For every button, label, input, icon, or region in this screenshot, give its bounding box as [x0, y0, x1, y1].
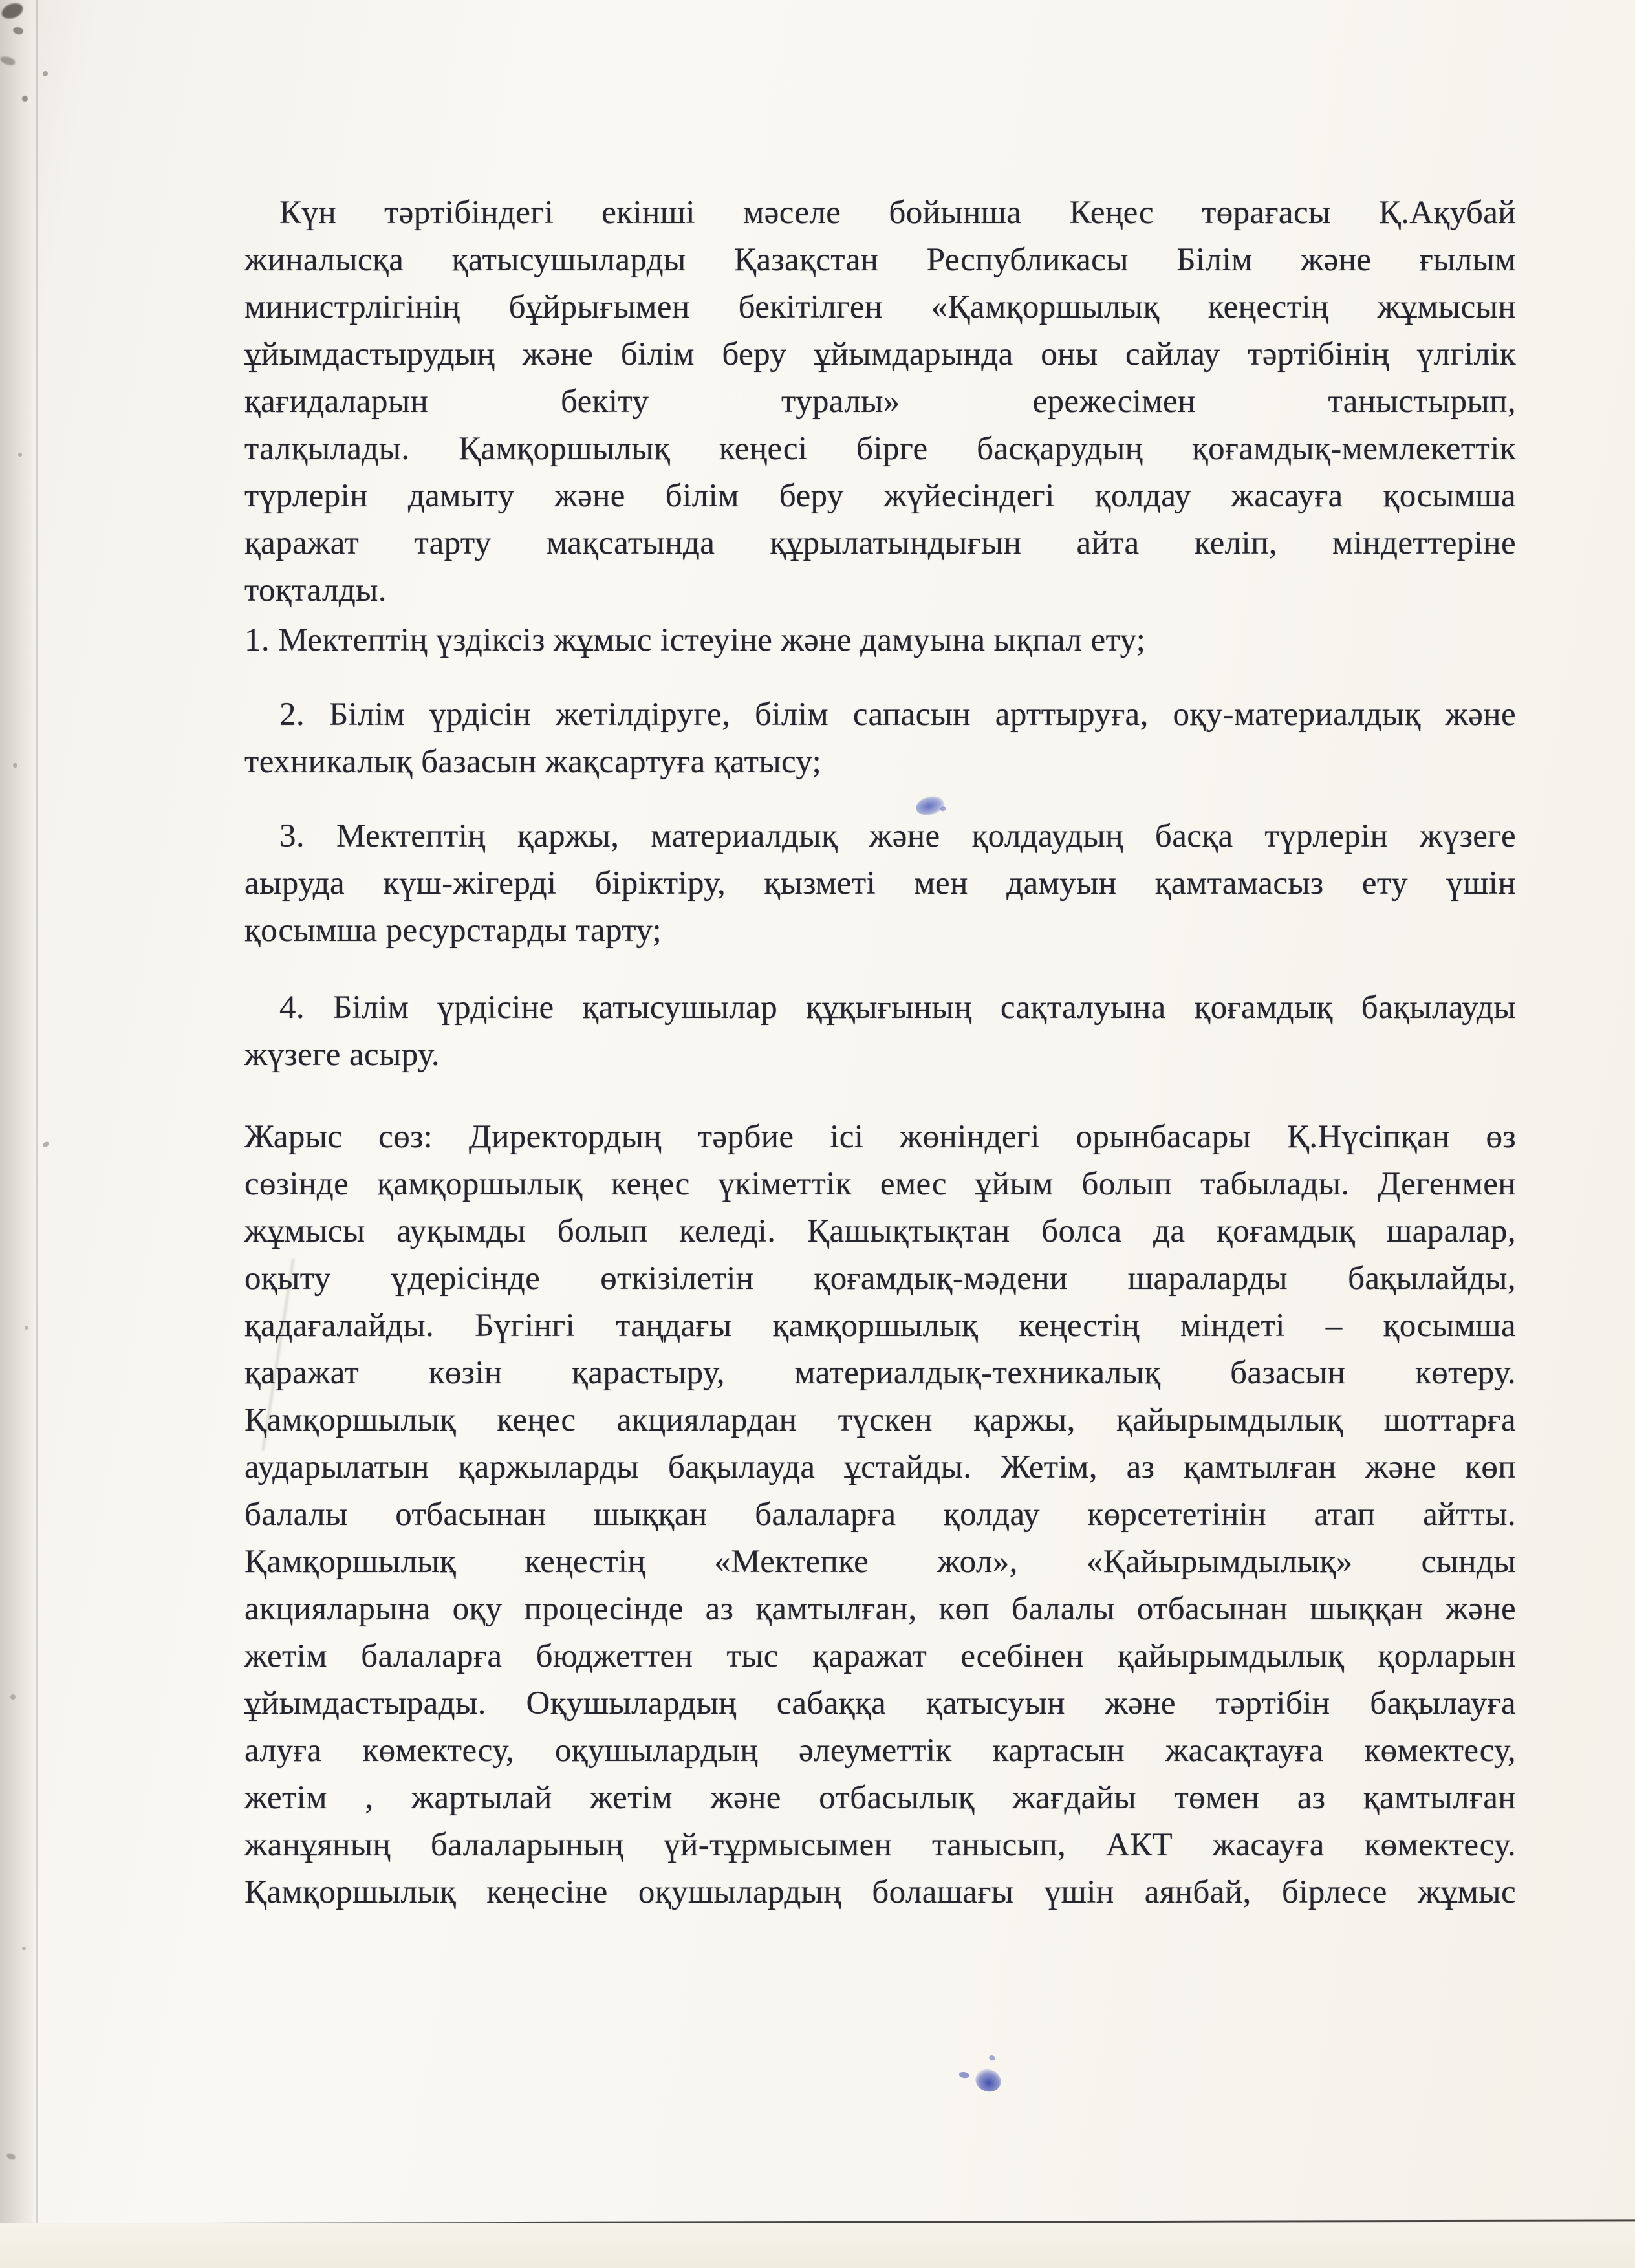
paragraph-list-item-4 [244, 984, 1516, 1079]
paragraph-speech-line-8: аударылатын қаржыларды бақылауда ұстайды. Жетім, аз қамтылған және көп [244, 1449, 1516, 1485]
scan-speck [22, 1947, 26, 1950]
paragraph-intro-line-2: жиналысқа қатысушыларды Қазақстан Республикасы Білім және ғылым [244, 242, 1516, 278]
scan-speck [22, 96, 28, 102]
paragraph-intro-line-6: талқылады. Қамқоршылық кеңесі бірге басқарудың қоғамдық-мемлекеттік [244, 431, 1516, 467]
paragraph-speech [244, 1114, 1516, 1916]
paragraph-intro-line-4: ұйымдастырудың және білім беру ұйымдарында оны сайлау тәртібінің үлгілік [244, 336, 1516, 373]
paragraph-intro-line-8: қаражат тарту мақсатында құрылатындығын айта келіп, міндеттеріне [244, 525, 1516, 561]
paragraph-intro-line-9: тоқталды. [244, 572, 387, 609]
paragraph-speech-line-1: Жарыс сөз: Директордың тәрбие ісі жөніндегі орынбасары Қ.Нүсіпқан өз [244, 1119, 1516, 1155]
paragraph-list-item-4-line-2: жүзеге асыру. [244, 1037, 440, 1073]
paragraph-list-item-2-line-2: техникалық базасын жақсартуға қатысу; [244, 744, 822, 780]
paragraph-speech-line-11: акцияларына оқу процесінде аз қамтылған, көп балалы отбасынан шыққан және [244, 1591, 1516, 1627]
scan-speck [42, 1141, 50, 1148]
paragraph-speech-line-15: жетім , жартылай жетім және отбасылық жағдайы төмен аз қамтылған [244, 1780, 1516, 1816]
paragraph-list-item-2 [244, 691, 1516, 786]
scan-edge-strip [0, 0, 38, 2268]
paragraph-intro-line-1: Күн тәртібіндегі екінші мәселе бойынша Кеңес төрағасы Қ.Ақубай [279, 195, 1516, 231]
paragraph-speech-line-2: сөзінде қамқоршылық кеңес үкіметтік емес ұйым болып табылады. Дегенмен [244, 1166, 1516, 1202]
paragraph-list-item-1-line-1: 1. Мектептің үздіксіз жұмыс істеуіне және дамуына ықпал ету; [244, 622, 1146, 658]
paragraph-list-item-4-line-1: 4. Білім үрдісіне қатысушылар құқығының сақталуына қоғамдық бақылауды [279, 989, 1516, 1026]
scan-speck [43, 71, 48, 76]
scan-speck [13, 763, 17, 768]
paragraph-speech-line-16: жанұяның балаларының үй-тұрмысымен танысып, АКТ жасауға көмектесу. [244, 1827, 1516, 1863]
paragraph-list-item-1 [244, 617, 1516, 664]
scanner-background-bottom [0, 2223, 1635, 2268]
scan-speck [25, 1326, 28, 1330]
paragraph-speech-line-13: ұйымдастырады. Оқушылардың сабаққа қатысуын және тәртібін бақылауға [244, 1685, 1516, 1722]
paragraph-speech-line-3: жұмысы ауқымды болып келеді. Қашықтықтан болса да қоғамдық шаралар, [244, 1213, 1516, 1249]
document-text [244, 189, 1516, 1916]
paragraph-speech-line-17: Қамқоршылық кеңесіне оқушылардың болашағы үшін аянбай, бірлесе жұмыс [244, 1874, 1516, 1910]
paragraph-list-item-3 [244, 813, 1516, 955]
paragraph-speech-line-7: Қамқоршылық кеңес акциялардан түскен қаржы, қайырымдылық шоттарға [244, 1402, 1516, 1438]
paragraph-speech-line-5: қадағалайды. Бүгінгі таңдағы қамқоршылық кеңестің міндеті – қосымша [244, 1308, 1516, 1344]
paragraph-list-item-2-line-1: 2. Білім үрдісін жетілдіруге, білім сапасын арттыруға, оқу-материалдық және [279, 697, 1516, 733]
paragraph-intro-line-3: министрлігінің бұйрығымен бекітілген «Қамқоршылық кеңестің жұмысын [244, 289, 1516, 325]
paragraph-list-item-3-line-2: аыруда күш-жігерді біріктіру, қызметі мен дамуын қамтамасыз ету үшін [244, 865, 1516, 902]
paragraph-speech-line-9: балалы отбасынан шыққан балаларға қолдау көрсететінін атап айтты. [244, 1496, 1516, 1533]
paragraph-speech-line-14: алуға көмектесу, оқушылардың әлеуметтік картасын жасақтауға көмектесу, [244, 1733, 1516, 1769]
paragraph-speech-line-12: жетім балаларға бюджеттен тыс қаражат есебінен қайырымдылық қорларын [244, 1638, 1516, 1674]
paragraph-list-item-3-line-1: 3. Мектептің қаржы, материалдық және қолдаудың басқа түрлерін жүзеге [279, 818, 1516, 854]
scan-speck [10, 1694, 16, 1700]
paragraph-speech-line-4: оқыту үдерісінде өткізілетін қоғамдық-мәдени шараларды бақылайды, [244, 1260, 1516, 1297]
paragraph-speech-line-6: қаражат көзін қарастыру, материалдық-техникалық базасын көтеру. [244, 1355, 1516, 1391]
paragraph-intro [244, 189, 1516, 614]
scan-speck [18, 453, 22, 457]
paragraph-intro-line-7: түрлерін дамыту және білім беру жүйесіндегі қолдау жасауға қосымша [244, 478, 1516, 514]
paragraph-intro-line-5: қағидаларын бекіту туралы» ережесімен таныстырып, [244, 383, 1516, 420]
paragraph-list-item-3-line-3: қосымша ресурстарды тарту; [244, 913, 662, 949]
blue-ink-blot [973, 2066, 1004, 2095]
paragraph-speech-line-10: Қамқоршылық кеңестің «Мектепке жол», «Қайырымдылық» сынды [244, 1544, 1516, 1580]
